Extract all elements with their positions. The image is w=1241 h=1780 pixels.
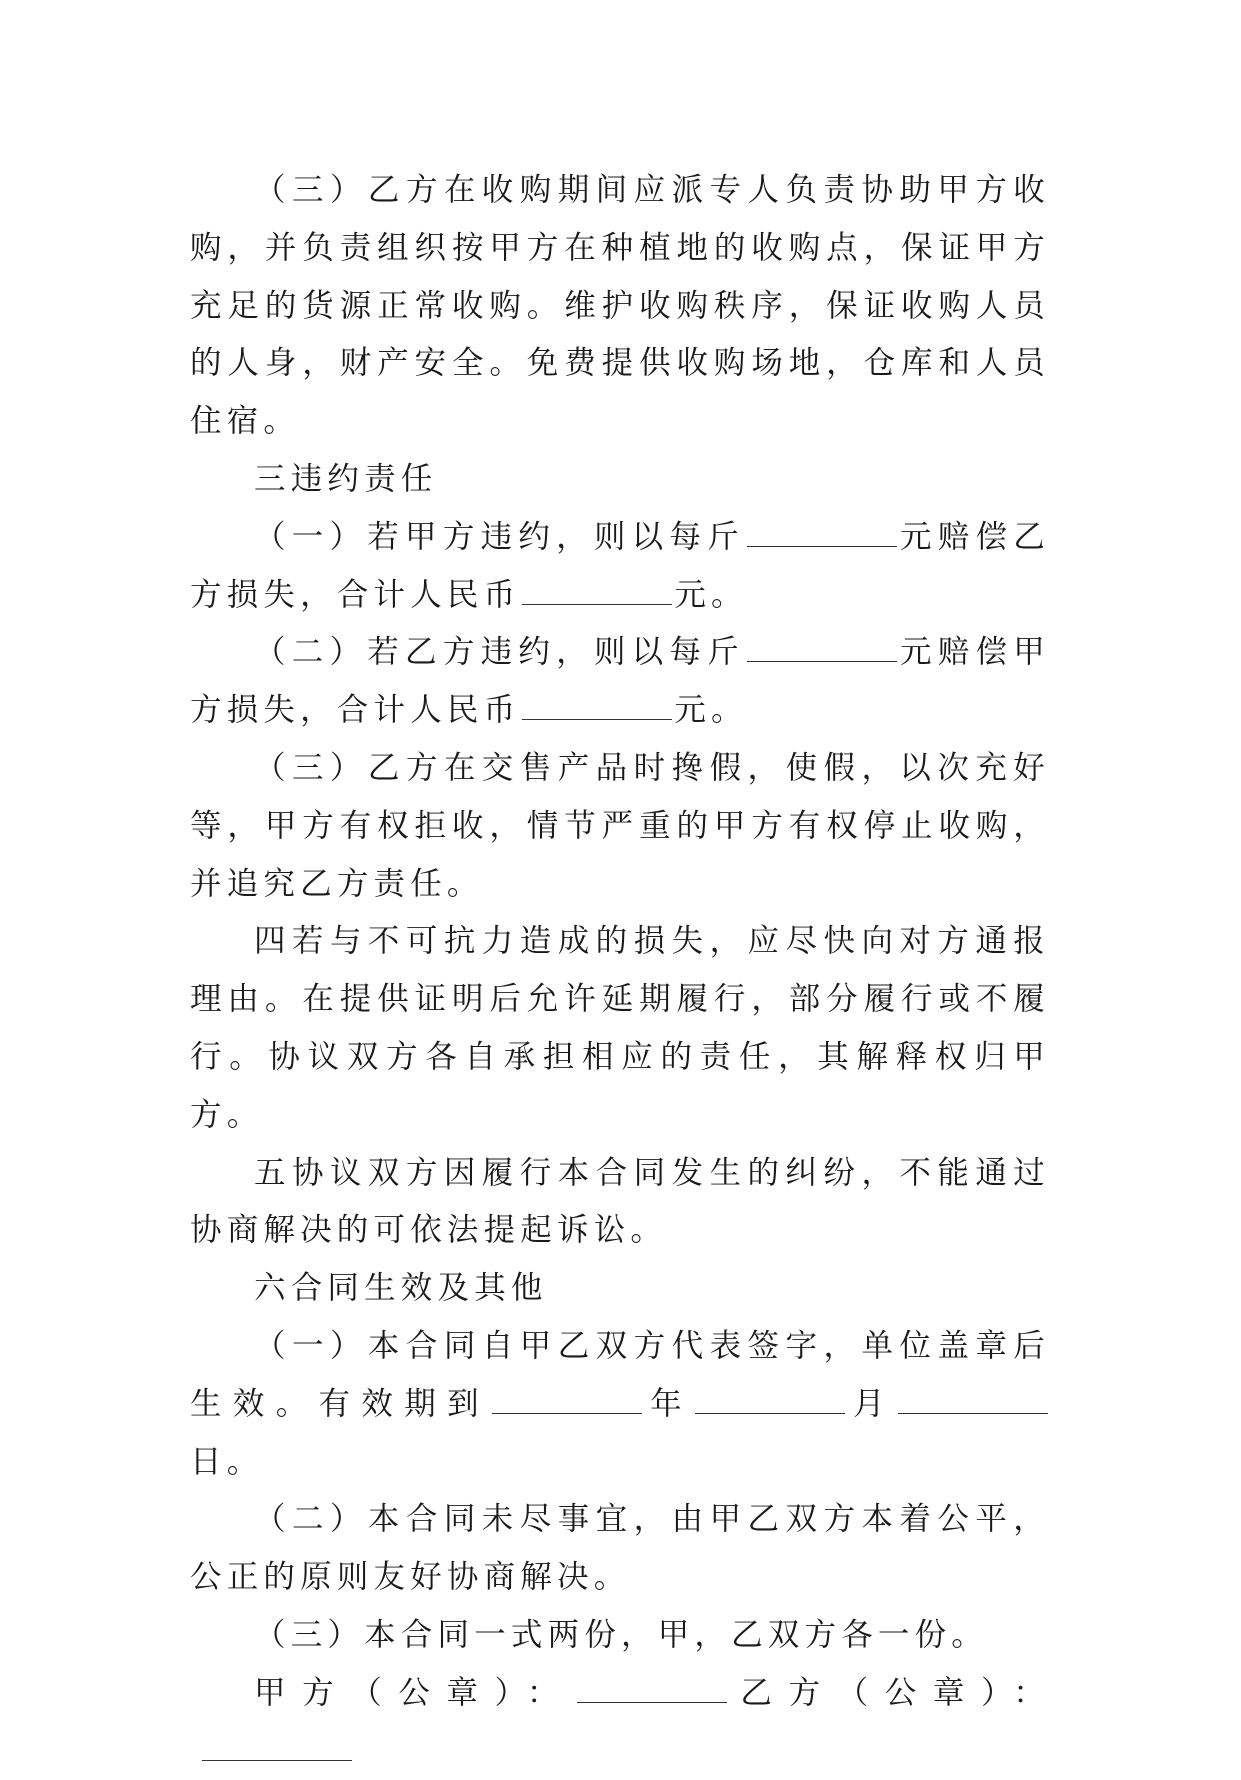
paragraph-party-b-breach bbox=[190, 624, 1050, 740]
section-heading-effectiveness bbox=[190, 1260, 1050, 1318]
paragraph-party-a-breach bbox=[190, 509, 1050, 625]
paragraph-text: 元赔偿甲方损失，合计人民币 bbox=[190, 634, 1050, 729]
paragraph-copies bbox=[190, 1607, 1050, 1665]
paragraph-text: （一）本合同自甲乙双方代表签字，单位盖章后生效。有效期到 bbox=[190, 1327, 1050, 1422]
paragraph-text: （二）若乙方违约，则以每斤 bbox=[254, 634, 745, 671]
paragraph-buyer-duties bbox=[190, 162, 1050, 451]
paragraph-adulteration bbox=[190, 740, 1050, 913]
paragraph-text: 月 bbox=[847, 1385, 897, 1422]
paragraph-dispute bbox=[190, 1145, 1050, 1261]
paragraph-text: 元赔偿乙方损失，合计人民币 bbox=[190, 518, 1050, 613]
heading-text: 三违约责任 bbox=[254, 460, 438, 497]
blank-field-day bbox=[898, 1412, 1048, 1414]
paragraph-text: 五协议双方因履行本合同发生的纠纷，不能通过协商解决的可依法提起诉讼。 bbox=[190, 1154, 1050, 1249]
section-heading-breach bbox=[190, 451, 1050, 509]
paragraph-text: （二）本合同未尽事宜，由甲乙双方本着公平，公正的原则友好协商解决。 bbox=[190, 1501, 1050, 1596]
paragraph-validity bbox=[190, 1318, 1050, 1491]
blank-field-total bbox=[522, 603, 672, 605]
document-body bbox=[190, 162, 1050, 1780]
paragraph-text: （三）本合同一式两份，甲，乙双方各一份。 bbox=[254, 1616, 989, 1653]
paragraph-text: （三）乙方在收购期间应派专人负责协助甲方收购，并负责组织按甲方在种植地的收购点，保证甲方充足的货源正常收购。维护收购秩序，保证收购人员的人身，财产安全。免费提供收购场地，仓库和人员住宿。 bbox=[190, 172, 1050, 440]
blank-field-seal-b bbox=[202, 1759, 352, 1761]
paragraph-unresolved-matters bbox=[190, 1491, 1050, 1607]
blank-field-per-jin bbox=[747, 660, 897, 662]
paragraph-force-majeure bbox=[190, 913, 1050, 1144]
paragraph-text: 元。 bbox=[674, 692, 748, 729]
blank-field-per-jin bbox=[747, 545, 897, 547]
paragraph-text: （一）若甲方违约，则以每斤 bbox=[254, 518, 745, 555]
paragraph-text: 四若与不可抗力造成的损失，应尽快向对方通报理由。在提供证明后允许延期履行，部分履行或不履行。协议双方各自承担相应的责任，其解释权归甲方。 bbox=[190, 923, 1050, 1133]
signature-label-party-b: 乙方（公章）： bbox=[729, 1674, 1050, 1711]
paragraph-text: 元。 bbox=[674, 576, 748, 613]
signature-line bbox=[190, 1665, 1050, 1780]
blank-field-year bbox=[492, 1412, 642, 1414]
blank-field-total bbox=[522, 718, 672, 720]
paragraph-text: （三）乙方在交售产品时搀假，使假，以次充好等，甲方有权拒收，情节严重的甲方有权停止收购，并追究乙方责任。 bbox=[190, 749, 1050, 902]
blank-field-seal-a bbox=[577, 1701, 727, 1703]
signature-label-party-a: 甲方（公章）： bbox=[254, 1674, 575, 1711]
blank-field-month bbox=[695, 1412, 845, 1414]
heading-text: 六合同生效及其他 bbox=[254, 1270, 548, 1307]
paragraph-text: 年 bbox=[643, 1385, 693, 1422]
paragraph-text: 日。 bbox=[190, 1443, 264, 1480]
